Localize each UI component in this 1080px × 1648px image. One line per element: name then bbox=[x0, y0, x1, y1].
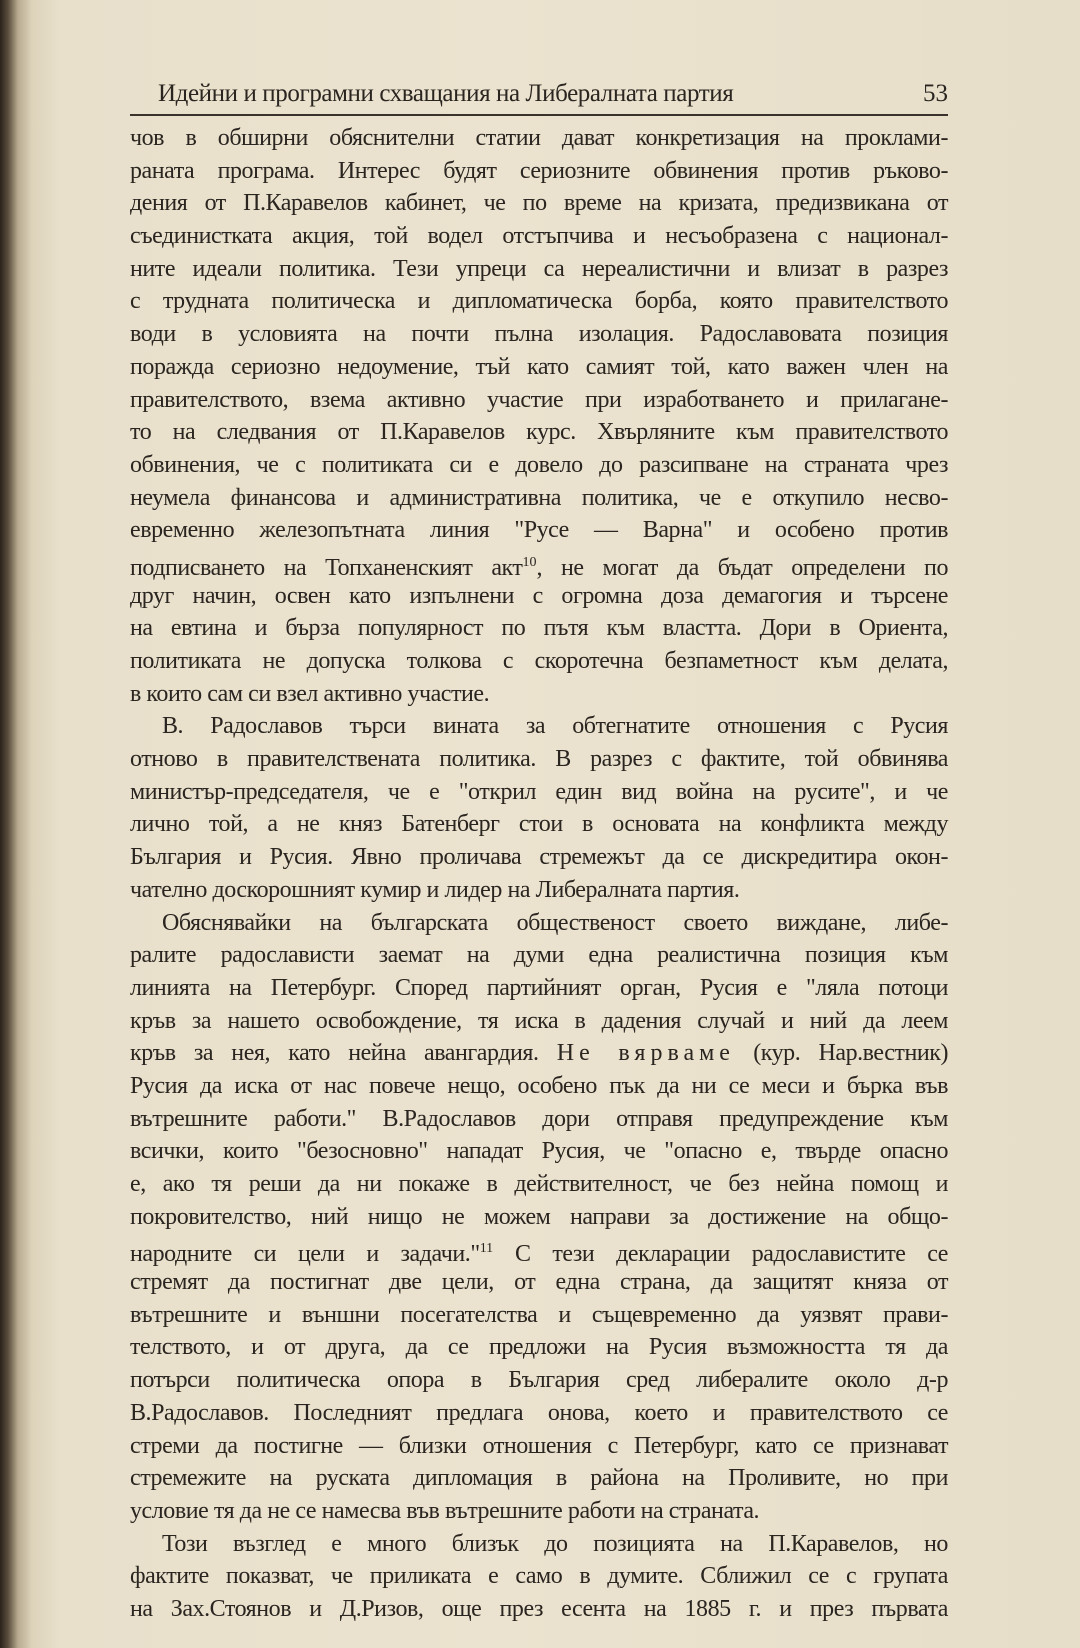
text-line: то на следвания от П.Каравелов курс. Хвърляните към правителството bbox=[130, 419, 948, 446]
header-rule bbox=[130, 114, 948, 116]
text-line: условие тя да не се намесва във вътрешните работи на страната. bbox=[130, 1497, 760, 1524]
text-line: неумела финансова и административна политика, че е откупило несво- bbox=[130, 484, 948, 511]
text-segment: кръв за нея, като нейна авангардия. bbox=[130, 1040, 557, 1067]
running-title: Идейни и програмни схващания на Либералната партия bbox=[158, 80, 734, 107]
text-line: раната програма. Интерес будят сериозните обвинения против ръково- bbox=[130, 157, 948, 184]
body-text bbox=[130, 122, 948, 1626]
text-line: в които сам си взел активно участие. bbox=[130, 680, 490, 707]
text-line: обвинения, че с политиката си е довело до разсипване на страната чрез bbox=[130, 451, 948, 478]
text-line: покровителство, ний нищо не можем направи за достижение на общо- bbox=[130, 1203, 948, 1230]
text-line bbox=[130, 1233, 948, 1266]
text-line: политиката не допуска толкова с скоротечна безпаметност към делата, bbox=[130, 648, 948, 674]
text-line: В. Радославов търси вината за обтегнатите отношения с Русия bbox=[162, 713, 948, 740]
paragraph bbox=[130, 1528, 948, 1626]
text-line: стремят да постигнат две цели, от една страна, да защитят княза от bbox=[130, 1269, 948, 1296]
text-line: лично той, а не княз Батенберг стои в основата на конфликта между bbox=[130, 811, 948, 838]
text-line: телството, и от друга, да се предложи на Русия възможността тя да bbox=[130, 1334, 948, 1361]
text-line bbox=[130, 1037, 948, 1070]
text-line: вътрешните и външни посегателства и същевременно да уязвят прави- bbox=[130, 1301, 948, 1328]
text-segment: , не могат да бъдат определени по bbox=[536, 554, 948, 581]
text-line: е, ако тя реши да ни покаже в действителност, че без нейна помощ и bbox=[130, 1171, 948, 1197]
paragraph bbox=[130, 710, 948, 906]
footnote-ref: 11 bbox=[479, 1241, 494, 1257]
text-segment: подписването на Топханенският акт bbox=[130, 554, 523, 581]
running-header bbox=[130, 76, 948, 116]
text-line: линията на Петербург. Според партийният орган, Русия е "ляла потоци bbox=[130, 974, 948, 1001]
text-line: стреми да постигне — близки отношения с Петербург, като се признават bbox=[130, 1432, 948, 1459]
text-segment: народните си цели и задачи." bbox=[130, 1241, 480, 1268]
text-line: на евтина и бърза популярност по пътя към властта. Дори в Ориента, bbox=[130, 615, 948, 642]
text-line: чов в обширни обяснителни статии дават конкретизация на проклами- bbox=[130, 125, 948, 151]
text-line: ралите радослависти заемат на думи една реалистична позиция към bbox=[130, 942, 948, 969]
text-line: стремежите на руската дипломация в района на Проливите, но при bbox=[130, 1465, 948, 1492]
text-line: съединистката акция, той водел отстъпчива и несъобразена с национал- bbox=[130, 223, 948, 250]
text-line: всички, които "безосновно" нападат Русия, че "опасно е, твърде опасно bbox=[130, 1138, 948, 1165]
text-line: друг начин, освен като изпълнени с огромна доза демагогия и търсене bbox=[130, 582, 948, 609]
text-line: поражда сериозно недоумение, тъй като самият той, като важен член на bbox=[130, 353, 948, 380]
emphasized-text: Не вярваме bbox=[556, 1040, 735, 1067]
footnote-ref: 10 bbox=[522, 554, 537, 570]
text-line: министър-председателя, че е "открил един вид война на русите", и че bbox=[130, 778, 948, 805]
text-line: правителството, взема активно участие при изработването и прилагане- bbox=[130, 386, 948, 413]
page-number: 53 bbox=[923, 80, 948, 107]
text-line: с трудната политическа и дипломатическа борба, която правителството bbox=[130, 288, 948, 315]
text-line: евременно железопътната линия "Русе — Варна" и особено против bbox=[130, 517, 948, 544]
text-line: на Зах.Стоянов и Д.Ризов, още през есента на 1885 г. и през първата bbox=[130, 1595, 948, 1622]
text-line: чателно доскорошният кумир и лидер на Либералната партия. bbox=[130, 876, 740, 903]
text-line: България и Русия. Явно проличава стремежът да се дискредитира окон- bbox=[130, 844, 948, 871]
text-line: ните идеали политика. Тези упреци са нереалистични и влизат в разрез bbox=[130, 255, 948, 282]
text-line: В.Радославов. Последният предлага онова, което и правителството се bbox=[130, 1399, 948, 1426]
text-line: води в условията на почти пълна изолация. Радославовата позиция bbox=[130, 321, 948, 348]
text-line: потърси политическа опора в България сред либералите около д-р bbox=[130, 1367, 948, 1394]
text-line: вътрешните работи." В.Радославов дори отправя предупреждение към bbox=[130, 1105, 948, 1132]
text-line: кръв за нашето освобождение, тя иска в дадения случай и ний да леем bbox=[130, 1007, 948, 1034]
text-line: дения от П.Каравелов кабинет, че по време на кризата, предизвикана от bbox=[130, 190, 948, 217]
text-line bbox=[130, 547, 948, 580]
text-line: Русия да иска от нас повече нещо, особено пък да ни се меси и бърка във bbox=[130, 1072, 948, 1099]
paragraph bbox=[130, 122, 948, 710]
text-line: Обяснявайки на българската общественост своето виждане, либе- bbox=[162, 909, 948, 936]
text-line: Този възглед е много близък до позицията на П.Каравелов, но bbox=[162, 1530, 948, 1557]
text-segment: (кур. Нар.вестник) bbox=[734, 1040, 948, 1067]
text-line: отново в правителствената политика. В разрез с фактите, той обвинява bbox=[130, 746, 948, 773]
text-segment: С тези декларации радославистите се bbox=[493, 1241, 948, 1268]
text-line: фактите показват, че приликата е само в думите. Сближил се с групата bbox=[130, 1563, 948, 1590]
paragraph bbox=[130, 907, 948, 1528]
